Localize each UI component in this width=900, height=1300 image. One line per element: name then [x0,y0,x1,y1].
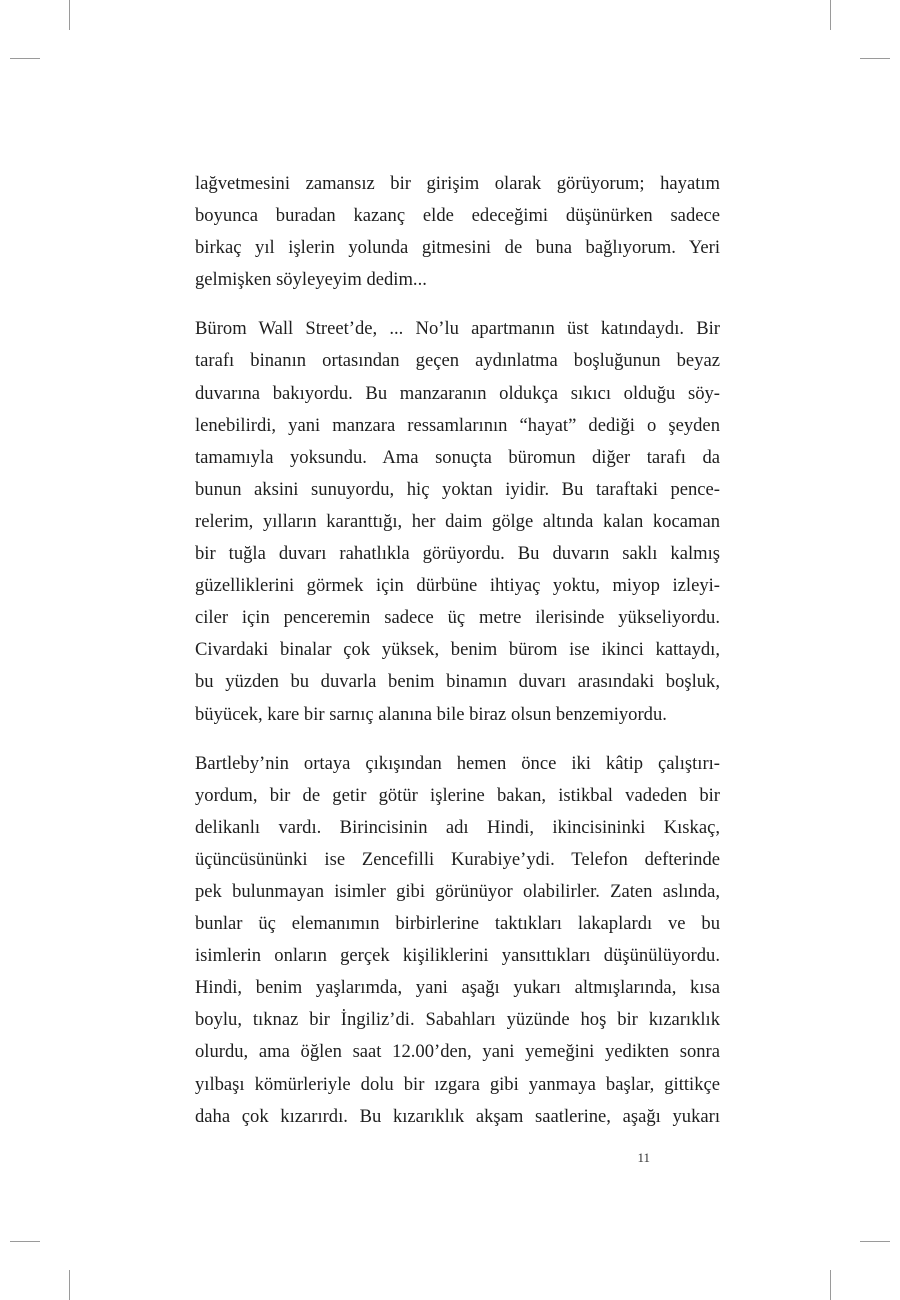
text-line: boylu, tıknaz bir İngiliz’di. Sabahları yüzünde hoş bir kızarıklık [195,1009,720,1031]
text-line: yordum, bir de getir götür işlerine bakan, istikbal vadeden bir [195,784,720,806]
text-line: bunlar üç elemanımın birbirlerine taktıkları lakaplardı ve bu [195,913,720,935]
text-line: relerim, yılların karanttığı, her daim gölge altında kalan kocaman [195,510,720,532]
text-line: üçüncüsününki ise Zencefilli Kurabiye’ydi. Telefon defterinde [195,848,720,870]
text-line: güzelliklerini görmek için dürbüne ihtiyaç yoktu, miyop izleyi- [195,575,720,597]
crop-mark-right-bottom [860,1241,890,1242]
text-line: olurdu, ama öğlen saat 12.00’den, yani yemeğini yedikten sonra [195,1041,720,1063]
text-line: Bartleby’nin ortaya çıkışından hemen önce iki kâtip çalıştırı- [195,752,720,774]
paragraph [195,313,720,730]
text-line: bir tuğla duvarı rahatlıkla görüyordu. Bu duvarın saklı kalmış [195,543,720,565]
text-line: büyücek, kare bir sarnıç alanına bile biraz olsun benzemiyordu. [195,703,667,725]
text-line: daha çok kızarırdı. Bu kızarıklık akşam saatlerine, aşağı yukarı [195,1105,720,1127]
text-line: duvarına bakıyordu. Bu manzaranın oldukça sıkıcı olduğu söy- [195,382,720,404]
text-line: birkaç yıl işlerin yolunda gitmesini de buna bağlıyorum. Yeri [195,237,720,259]
text-line: Bürom Wall Street’de, ... No’lu apartmanın üst katındaydı. Bir [195,318,720,340]
text-line: tarafı binanın ortasından geçen aydınlatma boşluğunun beyaz [195,350,720,372]
text-line: yılbaşı kömürleriyle dolu bir ızgara gibi yanmaya başlar, gittikçe [195,1073,720,1095]
text-line: isimlerin onların gerçek kişiliklerini yansıttıkları düşünülüyordu. [195,945,720,967]
text-line: boyunca buradan kazanç elde edeceğimi düşünürken sadece [195,205,720,227]
text-line: Civardaki binalar çok yüksek, benim bürom ise ikinci kattaydı, [195,639,720,661]
crop-mark-bottom-right [830,1270,831,1300]
text-line: Hindi, benim yaşlarımda, yani aşağı yukarı altmışlarında, kısa [195,977,720,999]
page-number: 11 [637,1150,650,1165]
paragraph [195,168,720,296]
text-line: gelmişken söyleyeyim dedim... [195,269,427,291]
text-line: tamamıyla yoksundu. Ama sonuçta büromun diğer tarafı da [195,446,720,468]
crop-mark-right-top [860,58,890,59]
text-line: lağvetmesini zamansız bir girişim olarak görüyorum; hayatım [195,173,720,194]
text-line: bu yüzden bu duvarla benim binamın duvarı arasındaki boşluk, [195,671,720,693]
crop-mark-bottom-left [69,1270,70,1300]
crop-mark-top-left [69,0,70,30]
crop-mark-left-bottom [10,1241,40,1242]
crop-mark-left-top [10,58,40,59]
text-line: lenebilirdi, yani manzara ressamlarının “hayat” dediği o şeyden [195,414,720,436]
text-line: ciler için penceremin sadece üç metre ilerisinde yükseliyordu. [195,607,720,629]
paragraph [195,748,720,1133]
text-line: bunun aksini sunuyordu, hiç yoktan iyidir. Bu taraftaki pence- [195,478,720,500]
body-text [195,168,720,1150]
text-line: pek bulunmayan isimler gibi görünüyor olabilirler. Zaten aslında, [195,880,720,902]
crop-mark-top-right [830,0,831,30]
text-line: delikanlı vardı. Birincisinin adı Hindi, ikincisininki Kıskaç, [195,816,720,838]
